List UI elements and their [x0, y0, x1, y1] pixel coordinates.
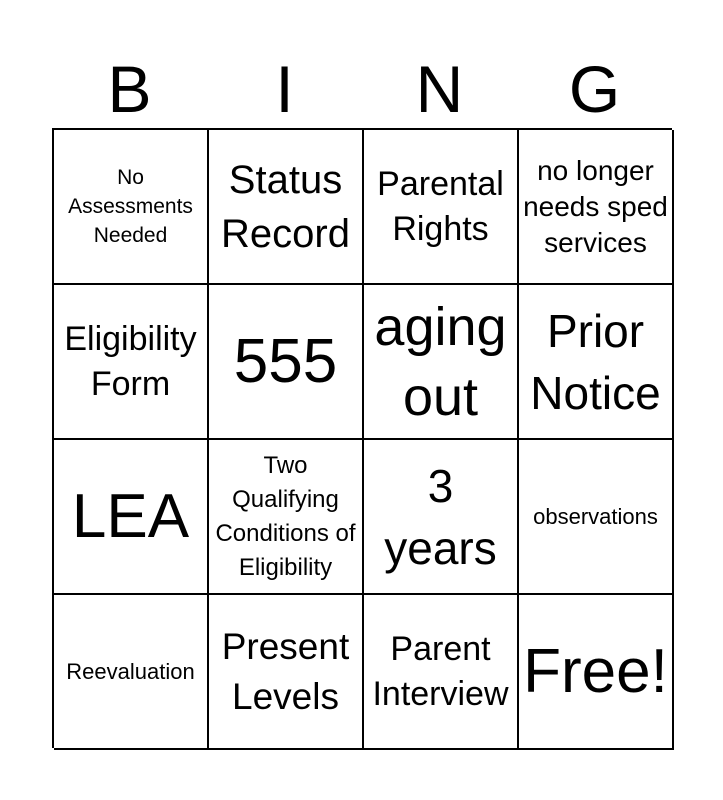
- header-letter-b: B: [107, 52, 152, 126]
- bingo-cell[interactable]: [54, 285, 209, 440]
- cell-text: Status Record: [221, 157, 350, 256]
- cell-text: No Assessments Needed: [68, 166, 193, 247]
- cell-text: Free!: [523, 636, 668, 706]
- cell-text: Present Levels: [221, 625, 350, 717]
- bingo-cell[interactable]: [54, 595, 209, 750]
- cell-text: Reevaluation: [66, 658, 195, 684]
- cell-text: Prior Notice: [530, 304, 661, 419]
- cell-text: Eligibility Form: [64, 319, 197, 403]
- cell-text: LEA: [71, 481, 190, 551]
- bingo-cell[interactable]: [54, 440, 209, 595]
- cell-text: observations: [533, 503, 658, 529]
- bingo-cell[interactable]: [519, 285, 674, 440]
- header-letter-i: I: [275, 52, 294, 126]
- bingo-card-grid: [52, 128, 672, 748]
- cell-text: Two Qualifying Conditions of Eligibility: [215, 451, 356, 581]
- bingo-cell[interactable]: [54, 130, 209, 285]
- cell-text: 3 years: [384, 459, 497, 574]
- bingo-cell[interactable]: [209, 595, 364, 750]
- bingo-cell[interactable]: [519, 440, 674, 595]
- bingo-cell[interactable]: [364, 285, 519, 440]
- bingo-cell[interactable]: [364, 130, 519, 285]
- bingo-header: [52, 50, 672, 128]
- bingo-cell[interactable]: [364, 440, 519, 595]
- bingo-cell[interactable]: [364, 595, 519, 750]
- bingo-cell free-space[interactable]: [519, 595, 674, 750]
- bingo-cell[interactable]: [209, 285, 364, 440]
- header-letter-g: G: [568, 52, 621, 126]
- bingo-cell[interactable]: [519, 130, 674, 285]
- cell-text: no longer needs sped services: [523, 154, 668, 258]
- cell-text: Parent Interview: [372, 629, 509, 713]
- bingo-cell[interactable]: [209, 130, 364, 285]
- cell-text: aging out: [374, 296, 507, 427]
- cell-text: Parental Rights: [377, 164, 504, 248]
- header-letter-n: N: [415, 52, 464, 126]
- bingo-cell[interactable]: [209, 440, 364, 595]
- cell-text: 555: [233, 326, 338, 396]
